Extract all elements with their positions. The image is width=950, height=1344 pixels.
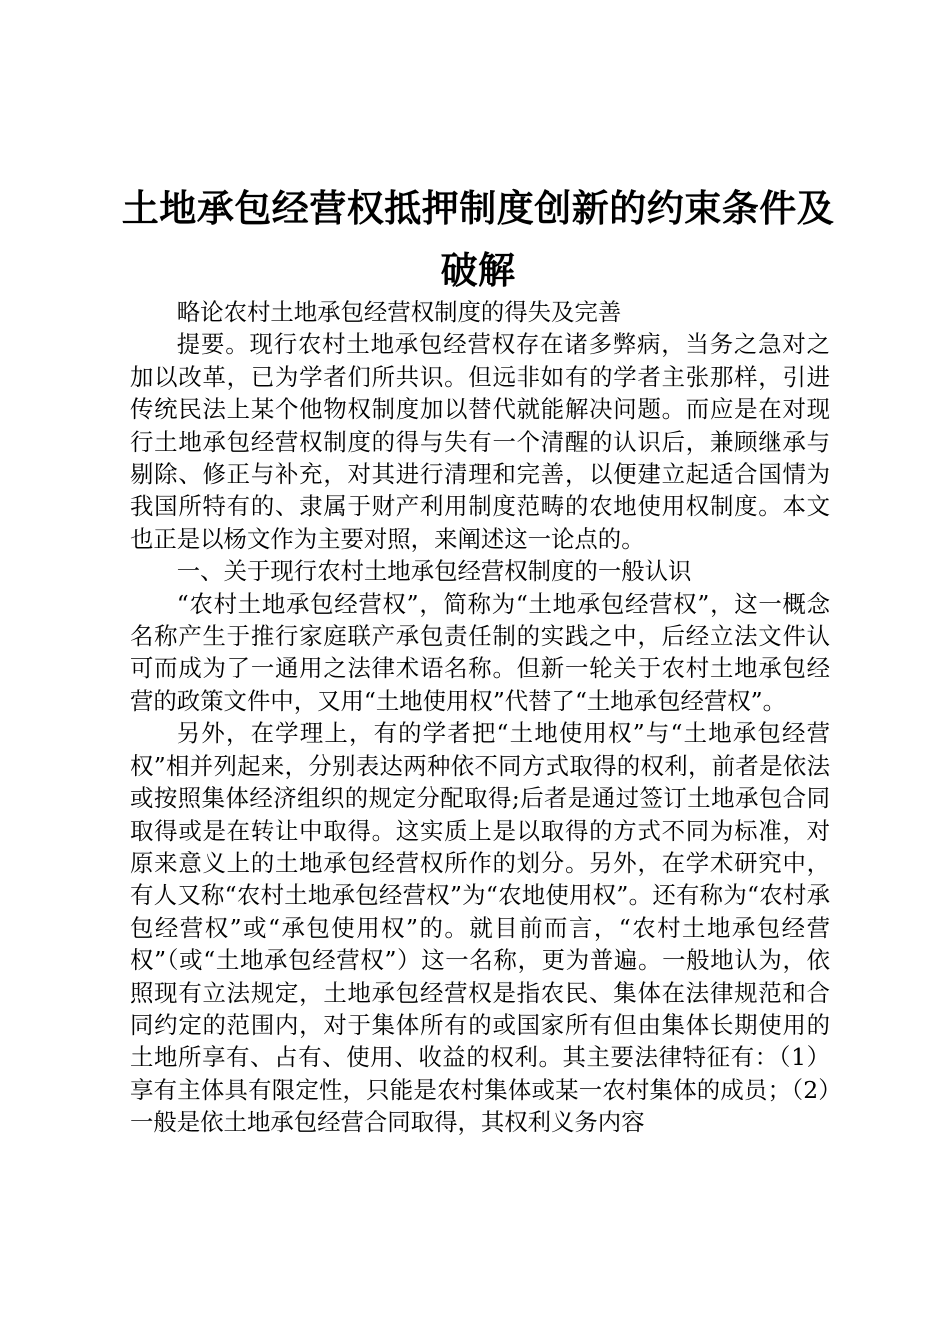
- abstract-paragraph: 提要。现行农村土地承包经营权存在诸多弊病，当务之急对之加以改革，已为学者们所共识。但远非如有的学者主张那样，引进传统民法上某个他物权制度加以替代就能解决问题。而应是在对现行土地承包经营权制度的得与失有一个清醒的认识后，兼顾继承与剔除、修正与补充，对其进行清理和完善，以便建立起适合国情为我国所特有的、隶属于财产利用制度范畴的农地使用权制度。本文也正是以杨文作为主要对照，来阐述这一论点的。: [130, 330, 830, 553]
- body-paragraph: “农村土地承包经营权”，简称为“土地承包经营权”，这一概念名称产生于推行家庭联产承包责任制的实践之中，后经立法文件认可而成为了一通用之法律术语名称。但新一轮关于农村土地承包经营的政策文件中，又用“土地使用权”代替了“土地承包经营权”。: [130, 589, 830, 715]
- section-heading: 一、关于现行农村土地承包经营权制度的一般认识: [176, 557, 692, 586]
- subtitle-paragraph: 略论农村土地承包经营权制度的得失及完善: [176, 298, 622, 326]
- body-paragraph: 另外，在学理上，有的学者把“土地使用权”与“土地承包经营权”相并列起来，分别表达两种依不同方式取得的权利，前者是依法或按照集体经济组织的规定分配取得;后者是通过签订土地承包合同取得或是在转让中取得。这实质上是以取得的方式不同为标准，对原来意义上的土地承包经营权所作的划分。另外，在学术研究中，有人又称“农村土地承包经营权”为“农地使用权”。还有称为“农村承包经营权”或“承包使用权”的。就目前而言，“农村土地承包经营权”（或“土地承包经营权”）这一名称，更为普遍。一般地认为，依照现有立法规定，土地承包经营权是指农民、集体在法律规范和合同约定的范围内，对于集体所有的或国家所有但由集体长期使用的土地所享有、占有、使用、收益的权利。其主要法律特征有：（1）享有主体具有限定性，只能是农村集体或某一农村集体的成员；（2）一般是依土地承包经营合同取得，其权利义务内容: [130, 719, 830, 1137]
- document-body: [130, 296, 830, 1139]
- document-title: 土地承包经营权抵押制度创新的约束条件及破解: [121, 187, 835, 292]
